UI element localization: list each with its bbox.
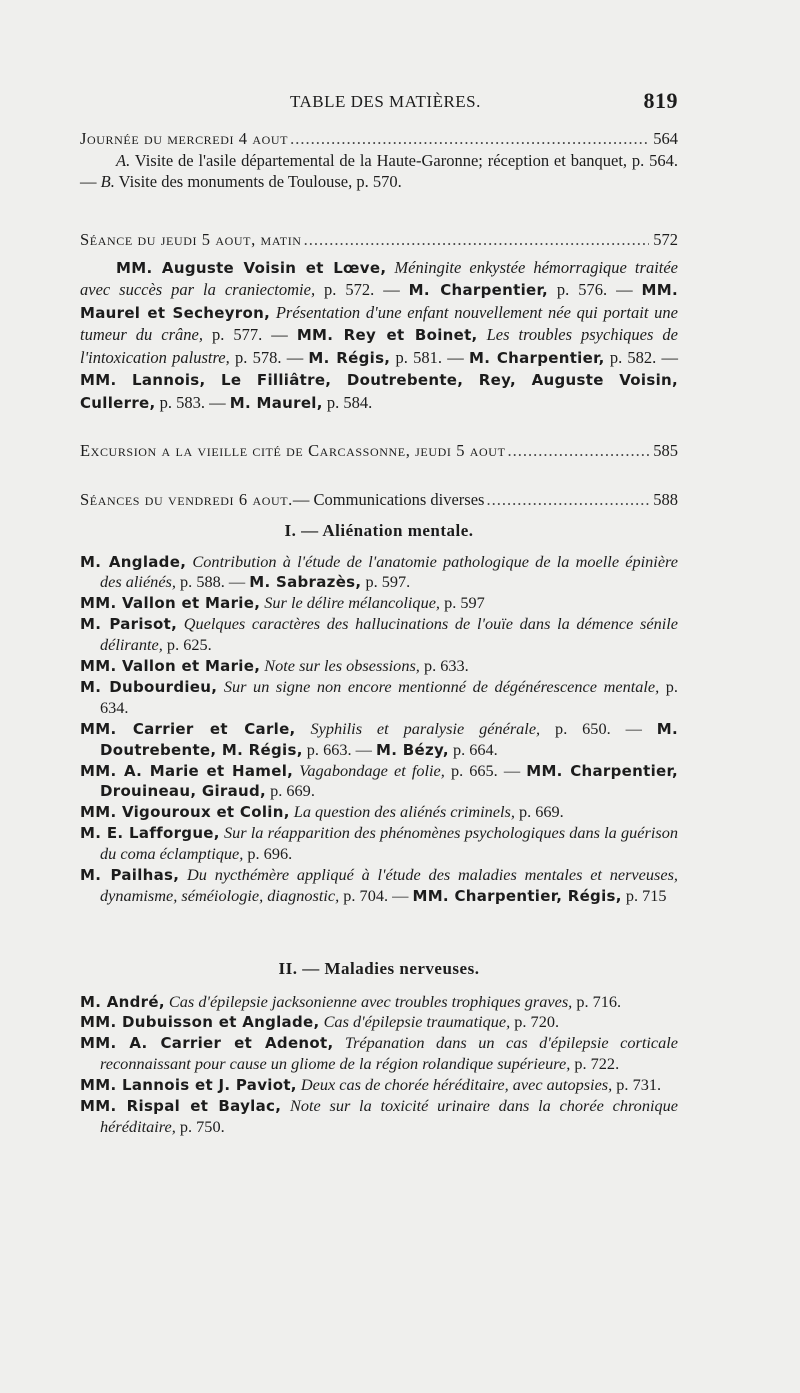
leader-dots — [486, 489, 649, 511]
toc-entry-mercredi — [80, 128, 678, 193]
list-item: MM. Rispal et Baylac, Note sur la toxicité urinaire dans la chorée chronique héréditaire, p. 750. — [80, 1096, 678, 1136]
list-item: M. E. Lafforgue, Sur la réapparition des phénomènes psychologiques dans la guérison du coma éclamptique, p. 696. — [80, 823, 678, 864]
toc-entry-jeudi — [80, 229, 678, 415]
toc-label-rest: — Communications diverses — [292, 490, 485, 509]
toc-description: A. Visite de l'asile départemental de la Haute-Garonne; réception et banquet, p. 564. — B. Visite des monuments de Toulouse, p. 570. — [80, 150, 678, 191]
list-item: M. André, Cas d'épilepsie jacksonienne avec troubles trophiques graves, p. 716. — [80, 991, 622, 1011]
toc-entry-vendredi — [80, 489, 678, 511]
list-item: M. Anglade, Contribution à l'étude de l'anatomie pathologique de la moelle épinière des aliénés, p. 588. — M. Sabrazès, p. 597. — [80, 551, 679, 592]
running-title: TABLE DES MATIÈRES. — [290, 92, 481, 111]
leader-dots — [304, 229, 650, 251]
list-item: M. Pailhas, Du nycthémère appliqué à l'étude des maladies mentales et nerveuses, dynamisme, séméiologie, diagnostic, p. 704. — MM. Charpentier, Régis, p. 715 — [80, 865, 678, 905]
toc-label: Journée du mercredi 4 aout — [80, 129, 289, 148]
toc-entry-carcassonne — [80, 440, 678, 462]
toc-page: 588 — [653, 490, 678, 509]
toc-page: 564 — [653, 129, 678, 148]
list-item: MM. Carrier et Carle, Syphilis et paralysie générale, p. 650. — M. Doutrebente, M. Régis, p. 663. — M. Bézy, p. 664. — [80, 718, 678, 759]
list-item: MM. Vallon et Marie, Sur le délire mélancolique, p. 597 — [80, 593, 485, 613]
section-heading: II. — Maladies nerveuses. — [278, 959, 480, 978]
list-item: MM. Vallon et Marie, Note sur les obsessions, p. 633. — [80, 656, 469, 676]
toc-label: Séances du vendredi 6 aout. — [80, 490, 293, 509]
list-item: MM. Lannois et J. Paviot, Deux cas de chorée héréditaire, avec autopsies, p. 731. — [80, 1075, 662, 1095]
section-alienation — [80, 520, 678, 907]
list-item: M. Parisot, Quelques caractères des hallucinations de l'ouïe dans la démence sénile délirante, p. 625. — [80, 614, 678, 655]
section-maladies-nerveuses — [80, 958, 678, 1138]
list-item: MM. A. Carrier et Adenot, Trépanation dans un cas d'épilepsie corticale reconnaissant pour cause un gliome de la région rolandique supérieure, p. 722. — [80, 1033, 678, 1074]
toc-label: Excursion a la vieille cité de Carcassonne, jeudi 5 aout — [80, 441, 506, 460]
page-number: 819 — [643, 88, 678, 113]
toc-label: Séance du jeudi 5 aout, matin — [80, 230, 302, 249]
toc-description: MM. Auguste Voisin et Lœve, Méningite enkystée hémorragique traitée avec succès par la craniectomie, p. 572. — M. Charpentier, p. 576. — MM. Maurel et Secheyron, Présentation d'une enfant nouvellement née qui portait une tumeur du crâne, p. 577. — MM. Rey et Boinet, Les troubles psychiques de l'intoxication palustre, p. 578. — M. Régis, p. 581. — M. Charpentier, p. 582. — MM. Lannois, Le Filliâtre, Doutrebente, Rey, Auguste Voisin, Cullerre, p. 583. — M. Maurel, p. 584. — [80, 257, 679, 413]
list-item: MM. A. Marie et Hamel, Vagabondage et folie, p. 665. — MM. Charpentier, Drouineau, Giraud, p. 669. — [80, 760, 678, 801]
leader-dots — [508, 440, 650, 462]
list-item: M. Dubourdieu, Sur un signe non encore mentionné de dégénérescence mentale, p. 634. — [80, 676, 679, 717]
list-item: MM. Vigouroux et Colin, La question des aliénés criminels, p. 669. — [80, 802, 564, 822]
section-heading: I. — Aliénation mentale. — [284, 521, 474, 540]
toc-page: 572 — [653, 230, 678, 249]
toc-page: 585 — [653, 441, 678, 460]
leader-dots — [290, 128, 649, 150]
list-item: MM. Dubuisson et Anglade, Cas d'épilepsie traumatique, p. 720. — [80, 1012, 560, 1032]
